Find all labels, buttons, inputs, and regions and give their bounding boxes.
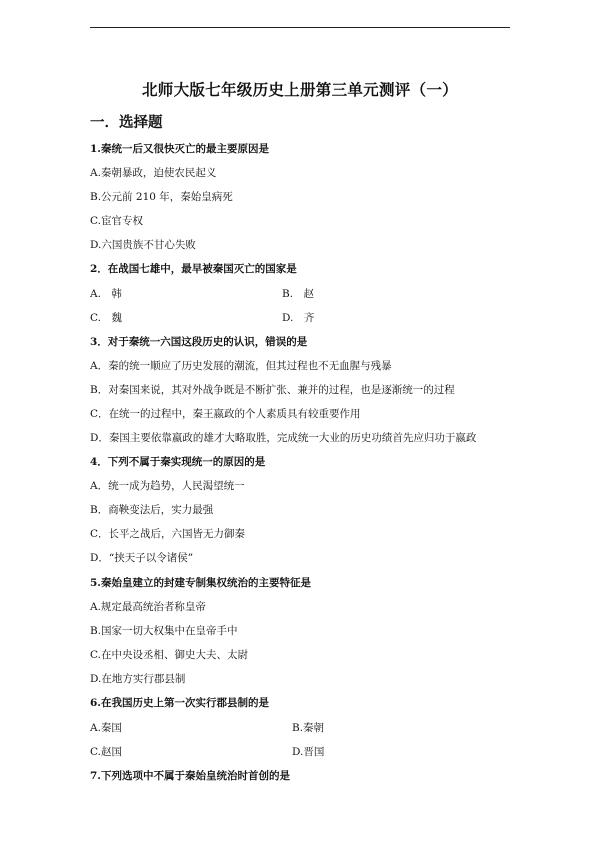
top-rule	[90, 27, 510, 28]
question-stem: 6.在我国历史上第一次实行郡县制的是	[90, 697, 269, 709]
option: B．对秦国来说，其对外战争既是不断扩张、兼并的过程，也是逐渐统一的过程	[90, 384, 455, 396]
option: B.国家一切大权集中在皇帝手中	[90, 625, 238, 637]
option-row	[90, 310, 315, 325]
page-title: 北师大版七年级历史上册第三单元测评（一）	[141, 80, 458, 99]
option: D.在地方实行郡县制	[90, 673, 186, 685]
option-row	[90, 720, 325, 735]
option: C．长平之战后，六国皆无力御秦	[90, 528, 246, 540]
option-row	[90, 744, 325, 759]
option: C.宦官专权	[90, 215, 143, 227]
option: A．秦的统一顺应了历史发展的潮流，但其过程也不无血腥与残暴	[90, 360, 392, 372]
option: D. 齐	[282, 312, 315, 324]
option: C.在中央设丞相、御史大夫、太尉	[90, 649, 248, 661]
option: C.赵国	[90, 746, 122, 758]
option: A. 韩	[90, 288, 122, 300]
option: A.秦国	[90, 722, 122, 734]
option: B. 赵	[282, 288, 315, 300]
option-row	[90, 286, 315, 301]
option: D.晋国	[292, 746, 325, 758]
option: C. 魏	[90, 312, 122, 324]
option: B.秦朝	[292, 722, 325, 734]
option: A．统一成为趋势，人民渴望统一	[90, 480, 245, 492]
option: C．在统一的过程中，秦王嬴政的个人素质具有较重要作用	[90, 408, 361, 420]
question-stem: 4．下列不属于秦实现统一的原因的是	[90, 456, 266, 468]
option: B．商鞅变法后，实力最强	[90, 504, 214, 516]
question-stem: 3．对于秦统一六国这段历史的认识，错误的是	[90, 336, 308, 348]
option: A.秦朝暴政，迫使农民起义	[90, 167, 217, 179]
question-stem: 2．在战国七雄中，最早被秦国灭亡的国家是	[90, 263, 297, 275]
option: B.公元前 210 年，秦始皇病死	[90, 191, 233, 203]
option: A.规定最高统治者称皇帝	[90, 601, 206, 613]
question-stem: 1.秦统一后又很快灭亡的最主要原因是	[90, 143, 269, 155]
question-stem: 5.秦始皇建立的封建专制集权统治的主要特征是	[90, 577, 311, 589]
section-heading: 一．选择题	[90, 114, 163, 131]
option: D．秦国主要依靠嬴政的雄才大略取胜，完成统一大业的历史功绩首先应归功于嬴政	[90, 432, 477, 444]
option: D.六国贵族不甘心失败	[90, 239, 196, 251]
question-stem: 7.下列选项中不属于秦始皇统治时首创的是	[90, 770, 290, 782]
option: D．“挟天子以令诸侯”	[90, 552, 194, 564]
